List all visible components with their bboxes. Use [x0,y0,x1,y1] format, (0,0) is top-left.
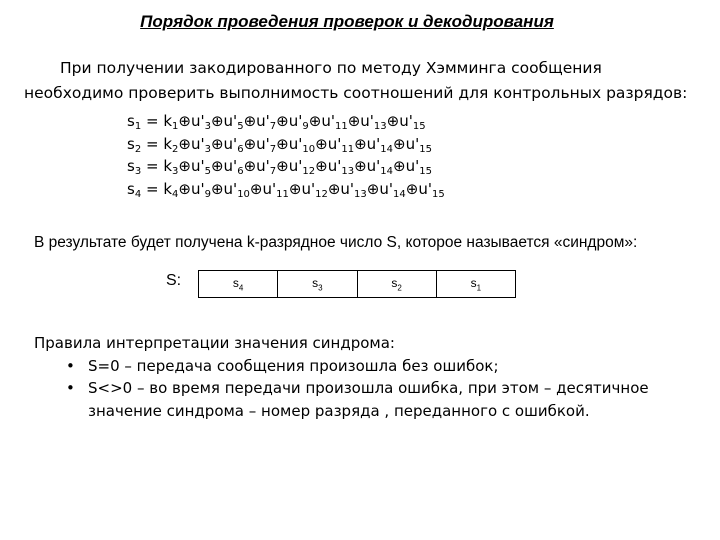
formula-line: $s_2$ = $k_2\oplus u'_3\oplus u'_6\oplus u'_7\oplus u'_{10}\oplus u'_{11}\oplus u'_{14}\oplus u'_{15}$ [127,134,432,155]
xor-icon: ⊕ [315,134,328,153]
xor-icon: ⊕ [386,112,400,130]
xor-icon: ⊕ [393,157,406,175]
syndrome-label: S: [166,272,182,289]
xor-icon: ⊕ [243,157,257,175]
syndrome-cell: $s_2$ [357,271,436,298]
xor-icon: ⊕ [178,179,191,198]
syndrome-cell: $s_1$ [436,271,515,298]
intro-paragraph [24,56,704,106]
rules-section [34,332,714,422]
xor-icon: ⊕ [288,179,302,198]
syndrome-cell: $s_3$ [278,271,357,298]
xor-icon: ⊕ [366,179,380,198]
formula-line: $s_1$ = $k_1\oplus u'_3\oplus u'_5\oplus u'_7\oplus u'_9\oplus u'_{11}\oplus u'_{13}\oplus u'_{15}$ [127,112,426,132]
syndrome-cell: $s_4$ [199,271,278,298]
page-title: Порядок проведения проверок и декодирования [140,12,554,31]
rules-list [34,355,714,423]
xor-icon: ⊕ [315,157,328,175]
xor-icon: ⊕ [405,179,419,198]
xor-icon: ⊕ [393,134,406,153]
xor-icon: ⊕ [354,157,367,175]
formula-line: $s_3$ = $k_3\oplus u'_5\oplus u'_6\oplus u'_7\oplus u'_{12}\oplus u'_{13}\oplus u'_{14}\oplus u'_{15}$ [127,157,432,177]
xor-icon: ⊕ [210,157,224,175]
xor-icon: ⊕ [327,179,341,198]
xor-icon: ⊕ [354,134,367,153]
xor-icon: ⊕ [276,112,289,130]
bullet: • [66,356,75,375]
xor-icon: ⊕ [210,179,224,198]
formula-line: $s_4$ = $k_4\oplus u'_9\oplus u'_{10}\oplus u'_{11}\oplus u'_{12}\oplus u'_{13}\oplus u'_{14}\oplus u'_{15}$ [127,179,445,200]
syndrome-row [199,271,516,298]
xor-icon: ⊕ [276,134,289,153]
xor-icon: ⊕ [243,112,257,130]
syndrome-table [198,270,516,298]
xor-icon: ⊕ [276,157,289,175]
xor-icon: ⊕ [210,134,224,153]
xor-icon: ⊕ [178,157,191,175]
list-item: • S=0 – передача сообщения произошла без ошибок; [34,355,714,378]
xor-icon: ⊕ [243,134,257,153]
xor-icon: ⊕ [210,112,224,130]
xor-icon: ⊕ [308,112,322,130]
xor-icon: ⊕ [249,179,263,198]
xor-icon: ⊕ [178,134,191,153]
formula-block [127,110,445,200]
rules-heading: Правила интерпретации значения синдрома: [34,334,395,352]
result-text: В результате будет получена k-разрядное число S, которое называется «синдром»: [34,234,638,251]
bullet: • [66,379,75,397]
xor-icon: ⊕ [347,112,361,130]
list-item: • S<>0 – во время передачи произошла ошибка, при этом – десятичное значение синдрома – номер разряда , переданного с ошибкой. [66,379,649,420]
xor-icon: ⊕ [178,112,191,130]
intro-text: При получении закодированного по методу Хэмминга сообщения необходимо проверить выполнимость соотношений для контрольных разрядов: [24,59,688,102]
